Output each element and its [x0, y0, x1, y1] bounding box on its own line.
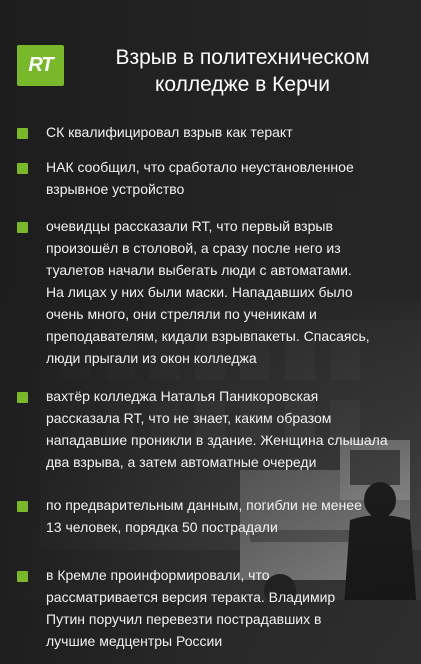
bullet-icon — [17, 571, 28, 582]
page-title: Взрыв в политехническом колледже в Керчи — [115, 46, 370, 96]
list-item-text: очевидцы рассказали RT, что первый взрыв произошёл в столовой, а сразу после него из туалетов начали выбегать люди с автоматами. На лицах у них были маски. Нападавших было очень много, они стреляли по ученикам и преподавателям, кидали взрывпакеты. Спасаясь, люди прыгали из окон колледжа — [46, 218, 370, 366]
list-item-text: НАК сообщил, что сработало неустановленное взрывное устройство — [46, 159, 354, 197]
logo-text: RT — [28, 54, 53, 76]
list-item-text: по предварительным данным, погибли не менее 13 человек, порядка 50 пострадали — [46, 497, 362, 535]
list-item-text: СК квалифицировал взрыв как теракт — [46, 124, 293, 140]
bullet-icon — [17, 501, 28, 512]
list-item-text: в Кремле проинформировали, что рассматривается версия теракта. Владимир Путин поручил перевезти пострадавших в лучшие медцентры России — [46, 567, 336, 649]
bullet-icon — [17, 128, 28, 139]
list-item-text: вахтёр колледжа Наталья Паникоровская рассказала RT, что не знает, каким образом нападавшие проникли в здание. Женщина слышала два взрыва, а затем автоматные очереди — [46, 388, 388, 470]
bullet-icon — [17, 222, 28, 233]
bullet-icon — [17, 392, 28, 403]
bullet-icon — [17, 163, 28, 174]
